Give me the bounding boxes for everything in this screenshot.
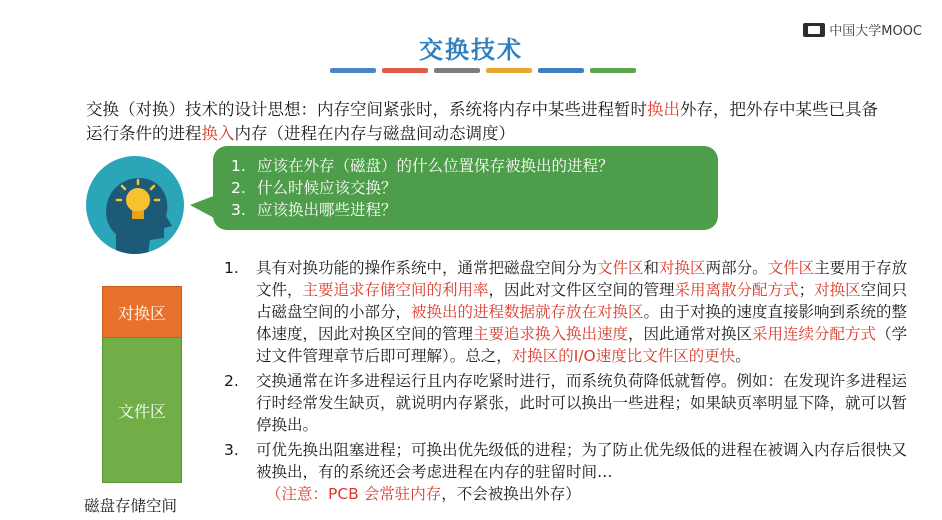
list-item	[224, 370, 924, 436]
disk-space-diagram	[102, 286, 182, 483]
question-number: 2.	[231, 179, 246, 197]
disk-space-caption: 磁盘存储空间	[84, 497, 178, 515]
thinking-head-icon	[86, 156, 184, 254]
list-number: 2.	[224, 372, 239, 390]
question-text: 什么时候应该交换？	[257, 179, 397, 197]
question-text: 应该在外存（磁盘）的什么位置保存被换出的进程？	[257, 157, 614, 175]
title-bar	[590, 68, 636, 73]
title-bar	[434, 68, 480, 73]
question-number: 3.	[231, 201, 246, 219]
list-item	[224, 439, 924, 505]
question-item	[231, 199, 700, 221]
mooc-logo-icon	[803, 23, 825, 37]
file-area-block: 文件区	[102, 338, 182, 483]
list-number: 1.	[224, 259, 239, 277]
title-bar	[330, 68, 376, 73]
intro-text: 交换（对换）技术的设计思想：内存空间紧张时，系统将内存中某些进程暂时	[86, 100, 647, 119]
list-item	[224, 257, 924, 367]
question-item	[231, 155, 700, 177]
slide-title: 交换技术	[419, 36, 523, 64]
mooc-logo	[803, 20, 922, 39]
pcb-note: （注意：PCB 会常驻内存，不会被换出外存）	[266, 485, 581, 503]
intro-highlight: 换入	[201, 124, 235, 143]
title-underline-bars	[330, 68, 636, 73]
intro-paragraph	[86, 98, 886, 146]
title-bar	[538, 68, 584, 73]
list-text: 交换通常在许多进程运行且内存吃紧时进行，而系统负荷降低就暂停。例如：在发现许多进程运行时经常发生缺页，就说明内存紧张，此时可以换出一些进程；如果缺页率明显下降，就可以暂停换出。	[256, 372, 908, 434]
list-number: 3.	[224, 441, 239, 459]
list-text: 具有对换功能的操作系统中，通常把磁盘空间分为文件区和对换区两部分。文件区主要用于存放文件，主要追求存储空间的利用率，因此对文件区空间的管理采用离散分配方式；对换区空间只占磁盘空间的小部分，被换出的进程数据就存放在对换区。由于对换的速度直接影响到系统的整体速度，因此对换区空间的管理主要追求换入换出速度，因此通常对换区采用连续分配方式（学过文件管理章节后即可理解）。总之，对换区的I/O速度比文件区的更快。	[256, 259, 908, 365]
question-number: 1.	[231, 157, 246, 175]
title-bar	[382, 68, 428, 73]
head-lightbulb-icon	[86, 156, 184, 254]
swap-area-block: 对换区	[102, 286, 182, 338]
intro-text: 内存（进程在内存与磁盘间动态调度）	[234, 124, 515, 143]
mooc-logo-text: 中国大学MOOC	[829, 24, 922, 39]
title-bar	[486, 68, 532, 73]
question-bubble	[213, 146, 718, 230]
explanation-list	[224, 257, 924, 505]
intro-text: 外存，把外存中某些已具备运行条件的进程	[86, 100, 878, 143]
list-text: 可优先换出阻塞进程；可换出优先级低的进程；为了防止优先级低的进程在被调入内存后很快又被换出，有的系统还会考虑进程在内存的驻留时间… （注意：PCB 会常驻内存，不会被换出外存）	[256, 441, 908, 503]
question-item	[231, 177, 700, 199]
intro-highlight: 换出	[647, 100, 680, 119]
question-text: 应该换出哪些进程？	[257, 201, 397, 219]
